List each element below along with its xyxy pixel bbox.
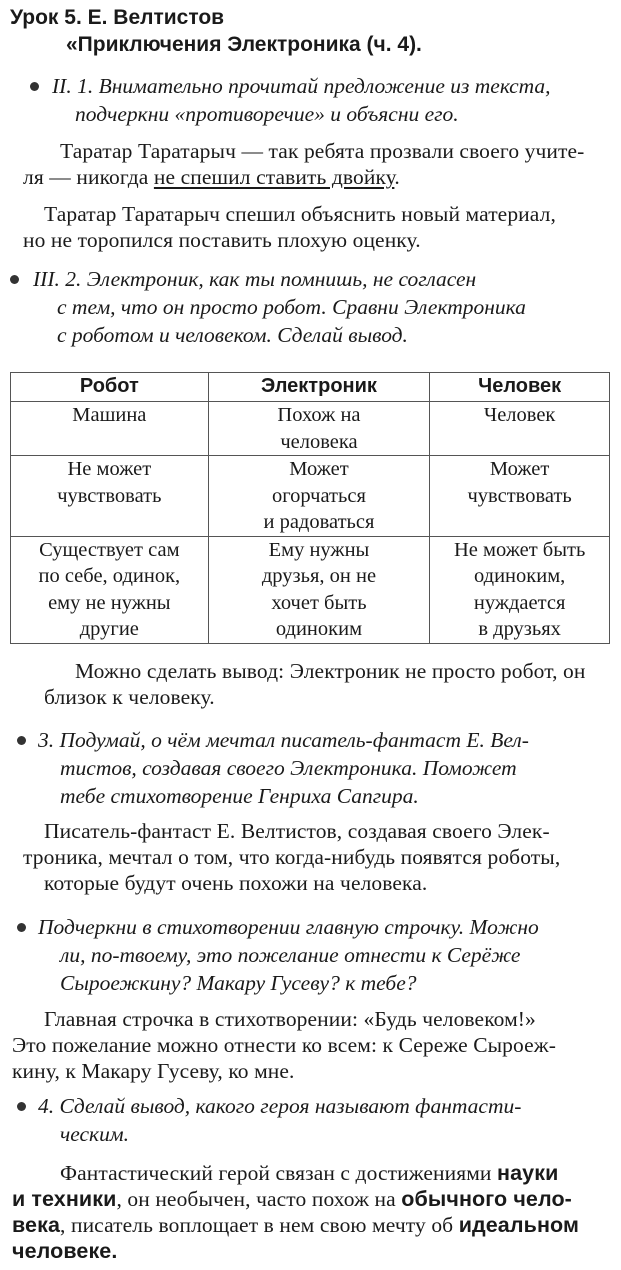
- task-3-line-1: 3. Подумай, о чём мечтал писатель-фантаст Е. Вел-: [38, 728, 529, 752]
- task-3-line-2: тистов, создавая своего Электроника. Поможет: [60, 756, 517, 780]
- table-row: [11, 402, 610, 456]
- col-header-human: Человек: [430, 373, 610, 402]
- task-1-line-1: II. 1. Внимательно прочитай предложение из текста,: [52, 74, 551, 98]
- task-4-line-1: Подчеркни в стихотворении главную строчку. Можно: [38, 915, 539, 939]
- answer-1-line-3: Таратар Таратарыч спешил объяснить новый материал,: [44, 202, 556, 226]
- table-cell: Человек: [430, 402, 610, 456]
- task-2: [0, 265, 621, 349]
- bullet-icon: [10, 275, 19, 284]
- table-cell: Не может чувствовать: [11, 456, 209, 537]
- answer-1-line-2: ля — никогда не спешил ставить двойку.: [23, 165, 400, 189]
- bullet-icon: [17, 736, 26, 745]
- answer-1-line-4: но не торопился поставить плохую оценку.: [23, 228, 421, 252]
- task-3-line-3: тебе стихотворение Генриха Сапгира.: [60, 784, 419, 808]
- table-row: [11, 536, 610, 643]
- answer-4-line-3: кину, к Макару Гусеву, ко мне.: [12, 1059, 295, 1083]
- table-header-row: [11, 373, 610, 402]
- answer-4-line-2: Это пожелание можно отнести ко всем: к Сереже Сыроеж-: [12, 1033, 556, 1057]
- answer-3-line-3: которые будут очень похожи на человека.: [44, 871, 428, 895]
- answer-4-line-1: Главная строчка в стихотворении: «Будь человеком!»: [44, 1007, 536, 1031]
- bullet-icon: [30, 82, 39, 91]
- table-cell: Может огорчаться и радоваться: [208, 456, 430, 537]
- task-5-line-1: 4. Сделай вывод, какого героя называют фантасти-: [38, 1094, 522, 1118]
- col-header-robot: Робот: [11, 373, 209, 402]
- task-3: [0, 726, 621, 810]
- answer-5-line-3: века, писатель воплощает в нем свою мечту об идеальном: [12, 1213, 579, 1237]
- table-cell: Похож на человека: [208, 402, 430, 456]
- answer-3-line-1: Писатель-фантаст Е. Велтистов, создавая своего Элек-: [44, 819, 550, 843]
- answer-2-line-2: близок к человеку.: [44, 685, 215, 709]
- task-4-line-3: Сыроежкину? Макару Гусеву? к тебе?: [60, 971, 417, 995]
- lesson-header: [10, 4, 422, 58]
- bullet-icon: [17, 923, 26, 932]
- task-2-line-2: с тем, что он просто робот. Сравни Электроника: [57, 295, 526, 319]
- bullet-icon: [17, 1102, 26, 1111]
- task-1: [0, 72, 621, 128]
- underlined-phrase: не спешил ставить двойку: [153, 165, 395, 189]
- lesson-subtitle: «Приключения Электроника (ч. 4).: [66, 33, 422, 56]
- table-cell: Машина: [11, 402, 209, 456]
- table-cell: Существует сам по себе, одинок, ему не нужны другие: [11, 536, 209, 643]
- task-1-line-2: подчеркни «противоречие» и объясни его.: [75, 102, 459, 126]
- task-4-line-2: ли, по-твоему, это пожелание отнести к Серёже: [60, 943, 521, 967]
- table-cell: Ему нужны друзья, он не хочет быть одиноким: [208, 536, 430, 643]
- comparison-table: [10, 372, 610, 644]
- answer-3-line-2: троника, мечтал о том, что когда-нибудь появятся роботы,: [23, 845, 561, 869]
- answer-1-line-1: Таратар Таратарыч — так ребята прозвали своего учите-: [60, 139, 585, 163]
- table-row: [11, 456, 610, 537]
- task-5-line-2: ческим.: [60, 1122, 129, 1146]
- task-2-line-3: с роботом и человеком. Сделай вывод.: [57, 323, 408, 347]
- table-cell: Может чувствовать: [430, 456, 610, 537]
- task-2-line-1: III. 2. Электроник, как ты помнишь, не согласен: [33, 267, 477, 291]
- lesson-title: Урок 5. Е. Велтистов: [10, 6, 225, 29]
- answer-5-line-4: человеке.: [12, 1239, 118, 1263]
- answer-5-line-2: и техники, он необычен, часто похож на обычного чело-: [12, 1187, 572, 1211]
- answer-5-line-1: Фантастический герой связан с достижениями науки: [60, 1161, 559, 1185]
- task-4: [0, 913, 621, 997]
- answer-2-line-1: Можно сделать вывод: Электроник не просто робот, он: [75, 659, 586, 683]
- task-5: [0, 1092, 621, 1148]
- col-header-electronic: Электроник: [208, 373, 430, 402]
- table-cell: Не может быть одиноким, нуждается в друзьях: [430, 536, 610, 643]
